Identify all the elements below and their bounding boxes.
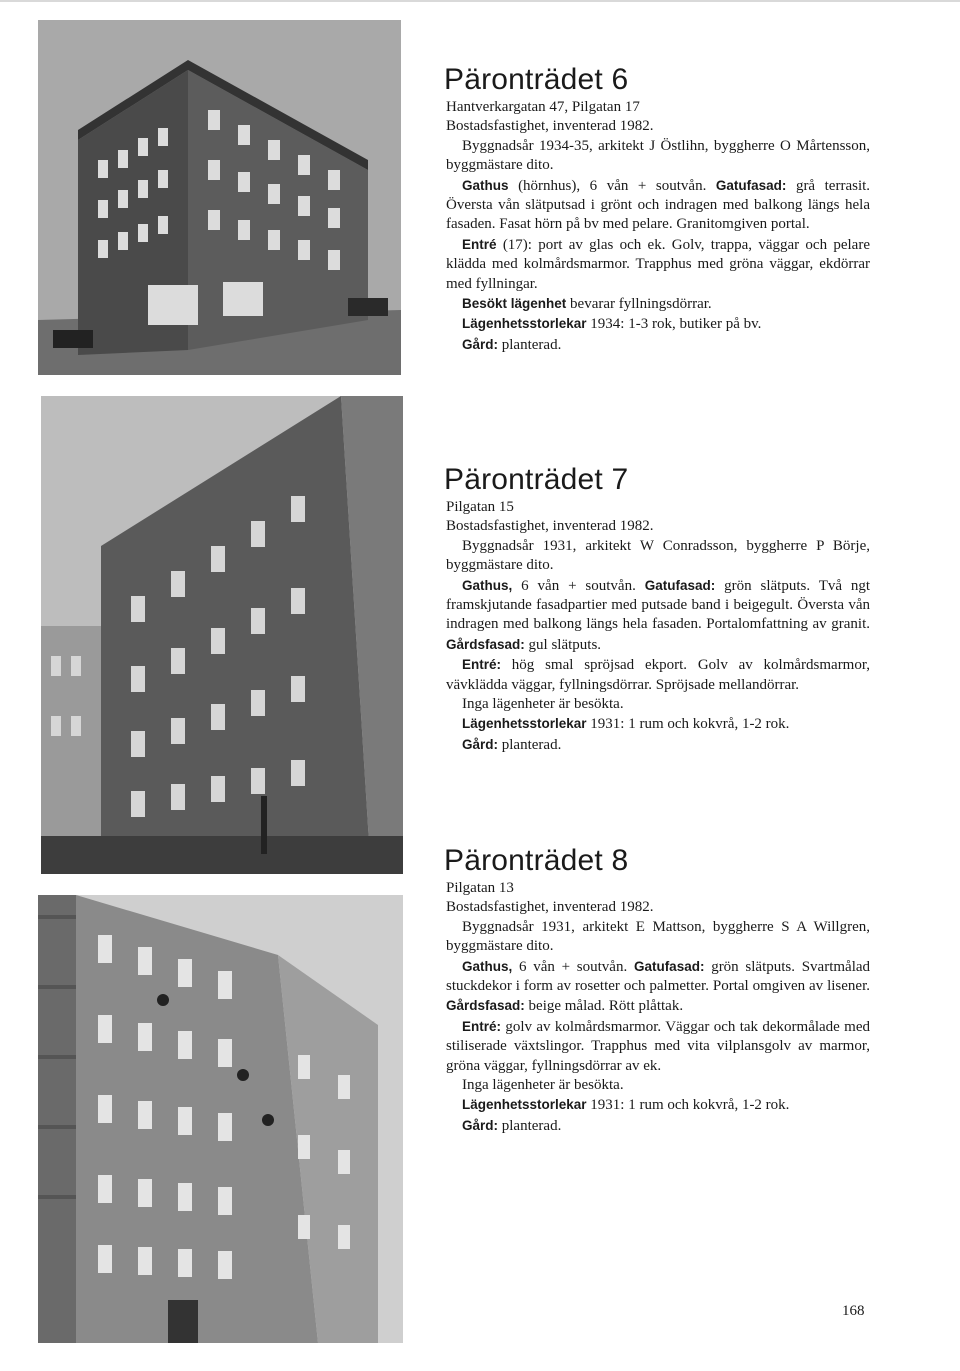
lagenhet-label: Lägenhetsstorlekar bbox=[462, 1097, 587, 1113]
entre-label: Entré: bbox=[462, 657, 502, 673]
entry-entrance: Entré (17): port av glas och ek. Golv, trappa, väggar och pelare klädda med kolmårdsmarmor. Trapphus med gröna väggar, ekdörrar med fyllningar. bbox=[446, 236, 870, 292]
gard-label: Gård: bbox=[462, 1117, 499, 1133]
entry-type: Bostadsfastighet, inventerad 1982. bbox=[446, 118, 654, 135]
gathus-label: Gathus, bbox=[462, 577, 513, 593]
gardsfasad-label: Gårdsfasad: bbox=[446, 998, 525, 1014]
entry-facade: Gathus, 6 vån + soutvån. Gatufasad: grön slätputs. Svartmålad stuckdekor i form av rosetter och palmetter. Portal omgiven av lisener. Gårdsfasad: beige målad. Rött plåttak. bbox=[446, 958, 871, 1015]
entry-title: Päronträdet 7 bbox=[444, 463, 629, 496]
entry-title: Päronträdet 6 bbox=[444, 63, 629, 96]
entry-visited: Inga lägenheter är besökta. bbox=[462, 1077, 624, 1094]
entry-yard: Gård: planterad. bbox=[462, 336, 562, 353]
entry-visited: Inga lägenheter är besökta. bbox=[462, 696, 624, 713]
entry-facade: Gathus (hörnhus), 6 vån + soutvån. Gatufasad: grå terrasit. Översta vån slätputsad i grönt och indragen med balkong längs hela fasaden. Fasat hörn på bv med pelare. Granitomgiven portal. bbox=[446, 177, 871, 233]
entry-visited: Besökt lägenhet bevarar fyllningsdörrar. bbox=[462, 296, 712, 313]
entry-apartment-sizes: Lägenhetsstorlekar 1931: 1 rum och kokvrå, 1-2 rok. bbox=[462, 1097, 790, 1114]
entry-address: Pilgatan 15 bbox=[446, 499, 514, 515]
entry-yard: Gård: planterad. bbox=[462, 1117, 562, 1134]
entry-title: Päronträdet 8 bbox=[444, 844, 629, 877]
top-rule bbox=[0, 0, 960, 2]
gard-label: Gård: bbox=[462, 736, 499, 752]
gatufasad-label: Gatufasad: bbox=[715, 177, 787, 193]
entry-apartment-sizes: Lägenhetsstorlekar 1934: 1-3 rok, butiker på bv. bbox=[462, 316, 762, 333]
page-number: 168 bbox=[842, 1303, 865, 1319]
entry-built: Byggnadsår 1931, arkitekt E Mattson, byggherre S A Willgren, byggmästare dito. bbox=[446, 918, 870, 955]
entre-label: Entré: bbox=[462, 1018, 502, 1034]
gathus-label: Gathus, bbox=[462, 958, 513, 974]
building-photo-paronträdet-8 bbox=[38, 895, 403, 1343]
gardsfasad-label: Gårdsfasad: bbox=[446, 636, 525, 652]
entry-type: Bostadsfastighet, inventerad 1982. bbox=[446, 518, 654, 535]
lagenhet-label: Lägenhetsstorlekar bbox=[462, 716, 587, 732]
entry-paronträdet-8 bbox=[446, 845, 870, 1136]
besokt-label: Besökt lägenhet bbox=[462, 296, 567, 312]
entry-apartment-sizes: Lägenhetsstorlekar 1931: 1 rum och kokvrå, 1-2 rok. bbox=[462, 716, 790, 733]
entre-label: Entré bbox=[462, 236, 497, 252]
entry-yard: Gård: planterad. bbox=[462, 736, 562, 753]
entry-entrance: Entré: hög smal spröjsad ekport. Golv av kolmårdsmarmor, vävklädda väggar, fyllningsdörrar. Spröjsade mellandörrar. bbox=[446, 657, 870, 693]
entry-built: Byggnadsår 1931, arkitekt W Conradsson, byggherre P Börje, byggmästare dito. bbox=[446, 537, 870, 574]
building-photo-paronträdet-7 bbox=[41, 396, 403, 874]
entry-address: Pilgatan 13 bbox=[446, 880, 514, 896]
entry-address: Hantverkargatan 47, Pilgatan 17 bbox=[446, 99, 640, 115]
gard-label: Gård: bbox=[462, 336, 499, 352]
gatufasad-label: Gatufasad: bbox=[644, 577, 716, 593]
lagenhet-label: Lägenhetsstorlekar bbox=[462, 316, 587, 332]
gatufasad-label: Gatufasad: bbox=[633, 958, 705, 974]
building-photo-paronträdet-6 bbox=[38, 20, 401, 375]
entry-paronträdet-6 bbox=[446, 64, 870, 355]
entry-entrance: Entré: golv av kolmårdsmarmor. Väggar och tak dekormålade med stiliserade växtslingor. Trapphus med vita vilplansgolv av marmor, gröna väggar, fyllningsdörrar av ek. bbox=[446, 1018, 871, 1074]
entry-type: Bostadsfastighet, inventerad 1982. bbox=[446, 899, 654, 916]
entry-paronträdet-7 bbox=[446, 464, 870, 755]
gathus-label: Gathus bbox=[462, 177, 509, 193]
entry-facade: Gathus, 6 vån + soutvån. Gatufasad: grön slätputs. Två ngt framskjutande fasadpartier med putsade band i beigegult. Översta vån indragen med balkong längs hela fasaden. Portalomfattning av granit. Gårdsfasad: gul slätputs. bbox=[446, 577, 871, 653]
entry-built: Byggnadsår 1934-35, arkitekt J Östlihn, byggherre O Mårtensson, byggmästare dito. bbox=[446, 137, 870, 174]
